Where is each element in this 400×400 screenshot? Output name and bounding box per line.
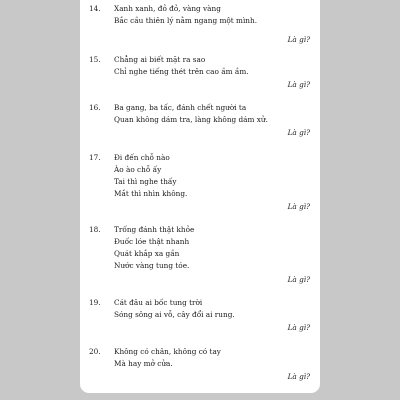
verse-line: Đuốc lóe thật nhanh [114, 237, 190, 246]
verse-line: Quát khắp xa gần [114, 249, 180, 258]
verse-line: Cát đâu ai bốc tung trời [114, 298, 203, 307]
verse-line: Bắc cầu thiên lý nằm ngang một mình. [114, 16, 258, 25]
answer-prompt: Là gì? [287, 323, 310, 332]
riddle-number: 16. [89, 103, 101, 112]
riddle-verse [114, 297, 314, 321]
verse-line: Không có chân, không có tay [114, 347, 221, 356]
verse-line: Chỉ nghe tiếng thét trên cao ầm ầm. [114, 67, 249, 76]
answer-prompt: Là gì? [287, 35, 310, 44]
answer-prompt: Là gì? [287, 202, 310, 211]
riddle-number: 14. [89, 4, 101, 13]
verse-line: Ba gang, ba tấc, đánh chết người ta [114, 103, 247, 112]
riddle-verse [114, 3, 314, 27]
riddle-number: 17. [89, 153, 101, 162]
answer-prompt: Là gì? [287, 80, 310, 89]
verse-line: Đi đến chỗ nào [114, 153, 170, 162]
riddle-verse [114, 224, 314, 272]
answer-prompt: Là gì? [287, 372, 310, 381]
verse-line: Mà hay mở cửa. [114, 359, 173, 368]
riddle-verse [114, 102, 314, 126]
book-page [80, 0, 320, 393]
riddle-number: 20. [89, 347, 101, 356]
verse-line: Tai thì nghe thấy [114, 177, 177, 186]
riddle-number: 19. [89, 298, 101, 307]
verse-line: Trống đánh thật khỏe [114, 225, 195, 234]
verse-line: Mắt thì nhìn không. [114, 189, 188, 198]
riddle-number: 18. [89, 225, 101, 234]
verse-line: Nước vàng tung tóe. [114, 261, 190, 270]
verse-line: Xanh xanh, đỏ đỏ, vàng vàng [114, 4, 221, 13]
verse-line: Quan không dám tra, làng không dám xử. [114, 115, 268, 124]
riddle-number: 15. [89, 55, 101, 64]
riddle-verse [114, 152, 314, 200]
answer-prompt: Là gì? [287, 128, 310, 137]
riddle-verse [114, 54, 314, 78]
riddle-verse [114, 346, 314, 370]
verse-line: Chẳng ai biết mặt ra sao [114, 55, 206, 64]
verse-line: Ào ào chỗ ấy [114, 165, 162, 174]
answer-prompt: Là gì? [287, 275, 310, 284]
verse-line: Sóng sông ai vỗ, cây đổi ai rung. [114, 310, 235, 319]
